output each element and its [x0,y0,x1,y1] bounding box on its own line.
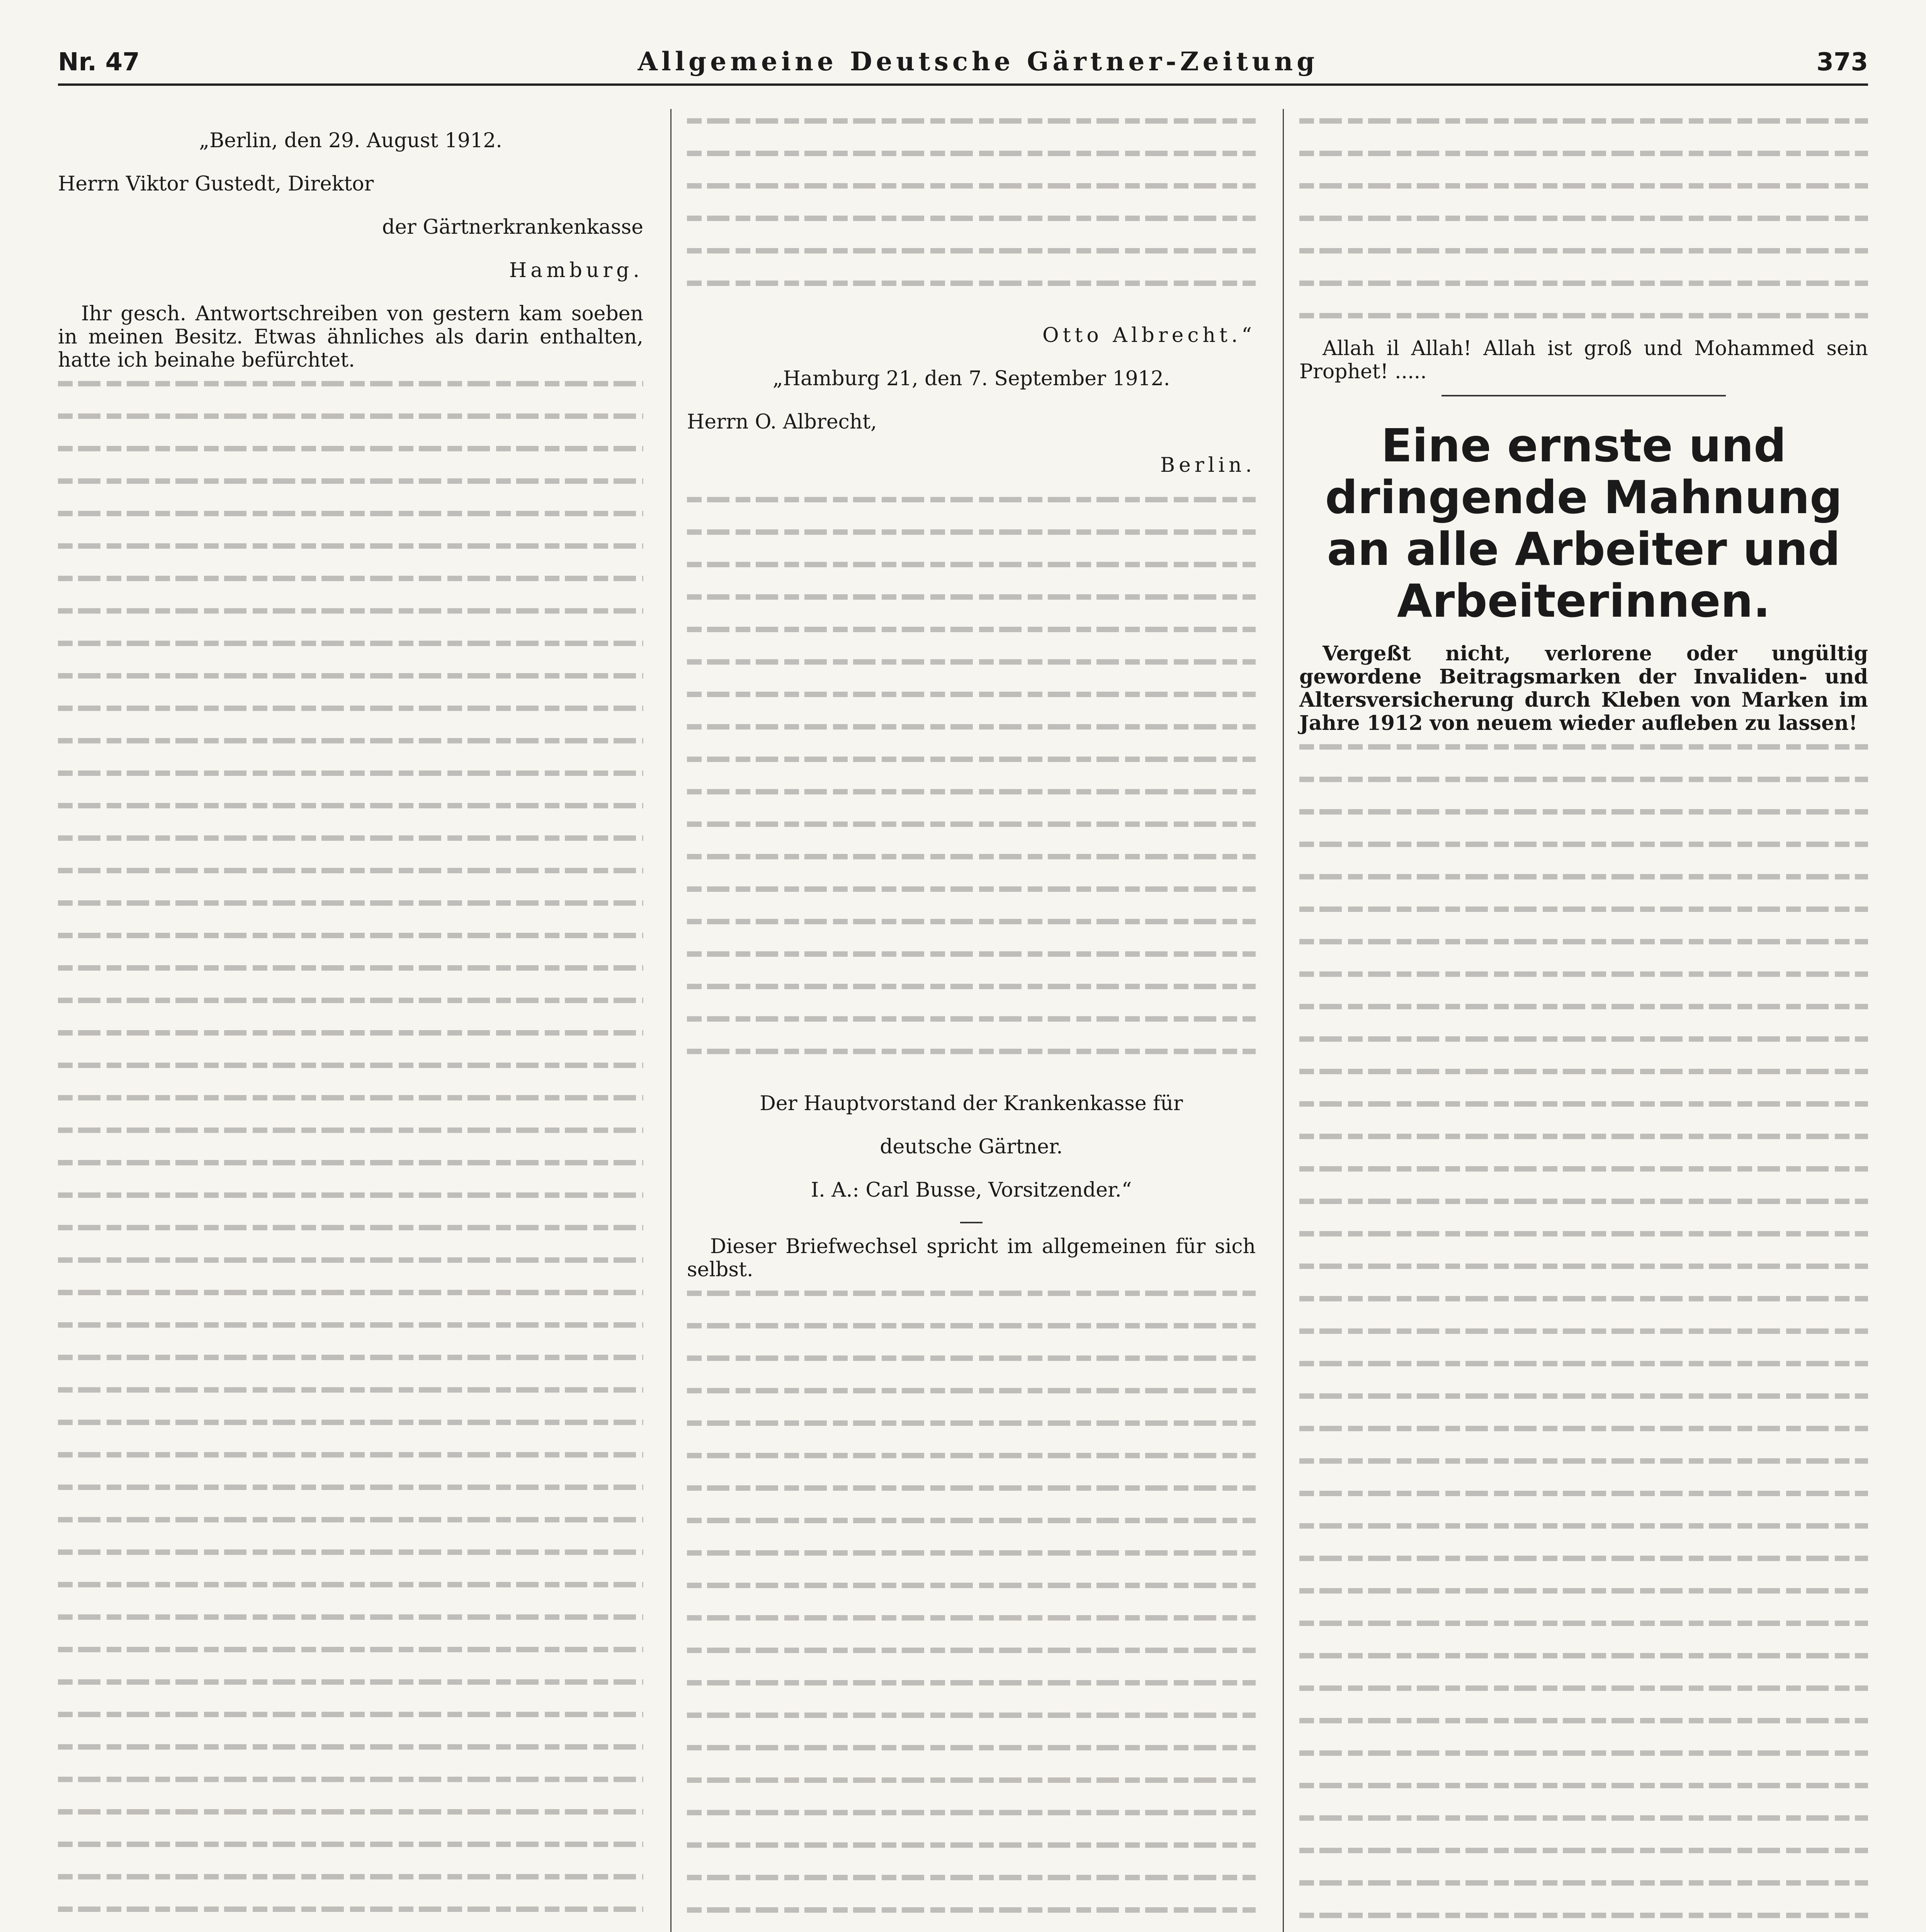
masthead [58,46,1868,86]
letter-date: „Berlin, den 29. August 1912. [199,129,502,152]
section-divider [960,1222,983,1223]
unreadable-body-text [1299,118,1868,336]
issue-number: Nr. 47 [58,48,140,77]
letter-signature: Otto Albrecht.“ [1042,324,1256,347]
unreadable-body-text [1299,744,1868,1932]
letter-addressee: Herrn O. Albrecht, [687,410,877,434]
columns [58,109,1868,1932]
letter-addressee: Berlin. [1160,454,1256,477]
letter-paragraph: Ihr gesch. Antwortschreiben von gestern kam soeben in meinen Besitz. Etwas ähnliches als darin enthalten, hatte ich beinahe befürchtet. [58,302,643,372]
unreadable-body-text [687,118,1256,304]
newspaper-title: Allgemeine Deutsche Gärtner-Zeitung [637,46,1319,77]
letter-signature: I. A.: Carl Busse, Vorsitzender.“ [811,1179,1132,1202]
letter-date: „Hamburg 21, den 7. September 1912. [772,367,1170,390]
column-1 [58,109,643,1932]
page-number: 373 [1816,48,1868,77]
unreadable-body-text [58,381,643,1930]
column-2 [670,109,1256,1932]
letter-addressee: Herrn Viktor Gustedt, Direktor [58,172,374,196]
article-lead: Vergeßt nicht, verlorene oder ungültig gewordene Beitragsmarken der Invaliden- und Altersversicherung durch Kleben von Marken im Jahre 1912 von neuem wieder aufleben zu lassen! [1299,642,1868,735]
column-3 [1283,109,1868,1932]
article-paragraph: Allah il Allah! Allah ist groß und Mohammed sein Prophet! ..... [1299,337,1868,383]
article-headline: Eine ernste und dringende Mahnung an alle Arbeiter und Arbeiterinnen. [1325,419,1843,628]
article-paragraph: Dieser Briefwechsel spricht im allgemeinen für sich selbst. [687,1235,1256,1281]
section-divider [1442,395,1726,396]
unreadable-body-text [687,497,1256,1072]
unreadable-body-text [687,1291,1256,1932]
letter-addressee: der Gärtnerkrankenkasse [382,216,643,239]
letter-closing: deutsche Gärtner. [880,1135,1063,1158]
letter-closing: Der Hauptvorstand der Krankenkasse für [760,1092,1183,1115]
letter-addressee: Hamburg. [509,259,643,282]
